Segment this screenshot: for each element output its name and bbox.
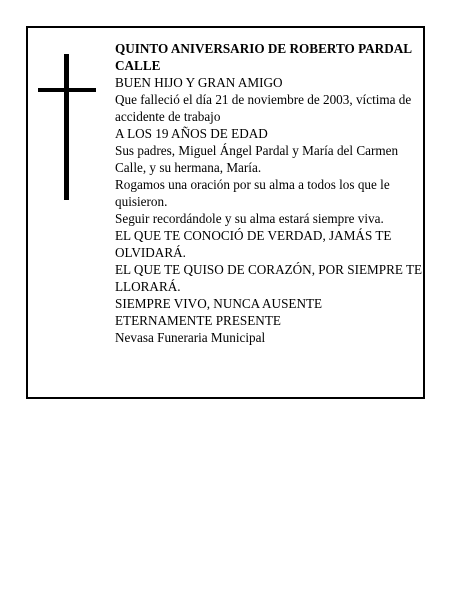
cross-icon xyxy=(38,54,98,200)
notice-line: BUEN HIJO Y GRAN AMIGO xyxy=(115,75,283,90)
notice-line: A LOS 19 AÑOS DE EDAD xyxy=(115,126,268,141)
notice-line: Seguir recordándole y su alma estará siempre viva. xyxy=(115,211,384,226)
notice-line: EL QUE TE CONOCIÓ DE VERDAD, JAMÁS TE OLVIDARÁ. xyxy=(115,228,392,260)
cross-horizontal-bar xyxy=(38,88,96,92)
funeral-home-name: Nevasa Funeraria Municipal xyxy=(115,330,266,345)
notice-line: ETERNAMENTE PRESENTE xyxy=(115,313,281,328)
notice-line: SIEMPRE VIVO, NUNCA AUSENTE xyxy=(115,296,323,311)
notice-title: QUINTO ANIVERSARIO DE ROBERTO PARDAL CALLE xyxy=(115,41,412,73)
notice-text xyxy=(115,40,423,346)
obituary-notice xyxy=(26,26,425,399)
notice-line: EL QUE TE QUISO DE CORAZÓN, POR SIEMPRE TE LLORARÁ. xyxy=(115,262,423,294)
notice-line: Rogamos una oración por su alma a todos los que le quisieron. xyxy=(115,177,390,209)
notice-line: Que falleció el día 21 de noviembre de 2003, víctima de accidente de trabajo xyxy=(115,92,412,124)
cross-vertical-bar xyxy=(64,54,69,200)
notice-line: Sus padres, Miguel Ángel Pardal y María del Carmen Calle, y su hermana, María. xyxy=(115,143,399,175)
